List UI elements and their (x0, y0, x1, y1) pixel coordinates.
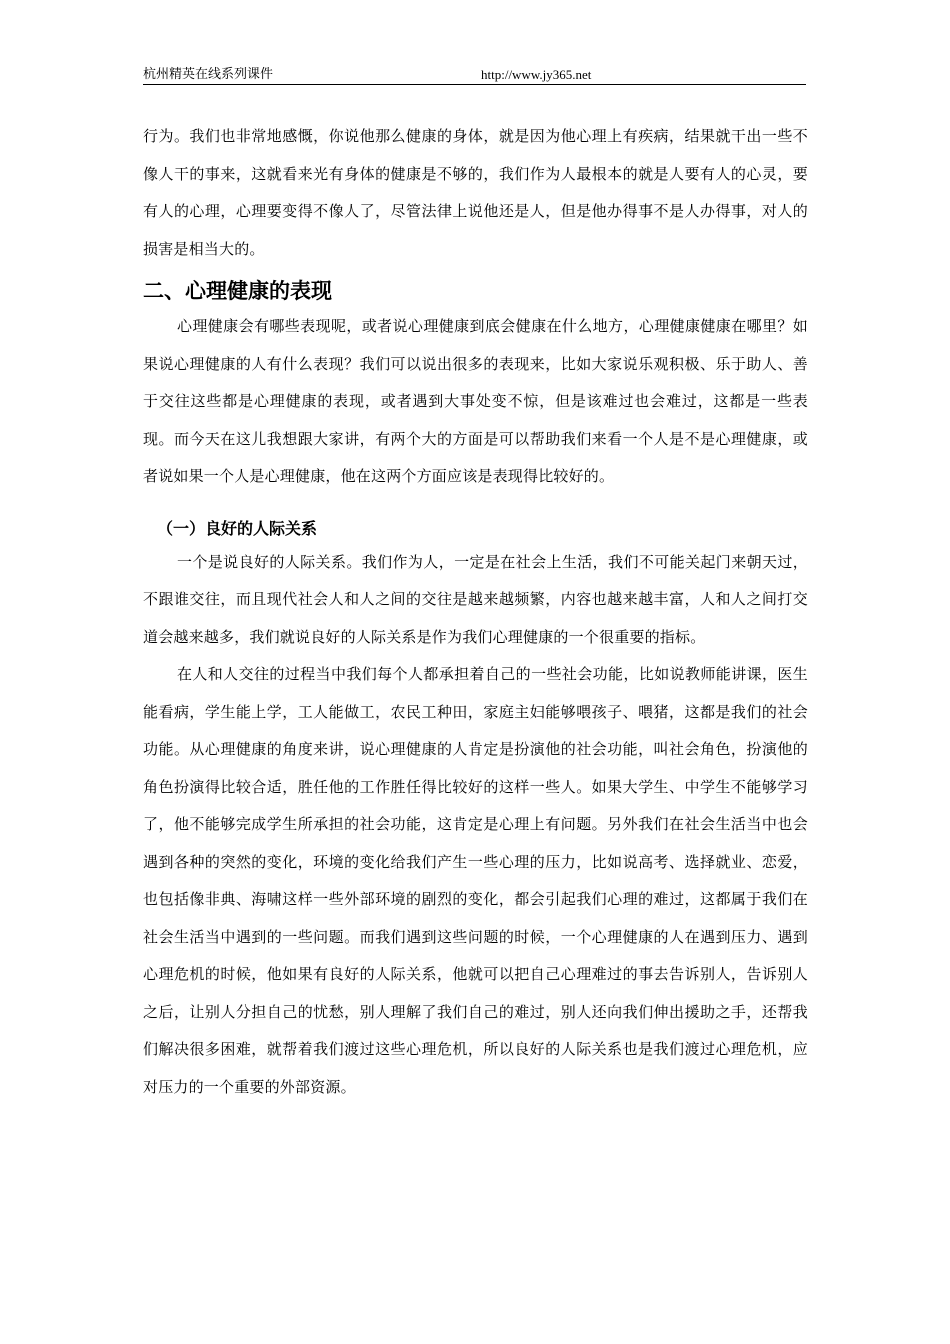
header-course-title: 杭州精英在线系列课件 (143, 67, 274, 82)
document-body (143, 118, 808, 1106)
paragraph-interpersonal-1: 一个是说良好的人际关系。我们作为人，一定是在社会上生活，我们不可能关起门来朝天过，不跟谁交往，而且现代社会人和人之间的交往是越来越频繁，内容也越来越丰富，人和人之间打交道会越来越多，我们就说良好的人际关系是作为我们心理健康的一个很重要的指标。 (143, 552, 808, 646)
page-header (143, 66, 806, 85)
subsection-heading: （一）良好的人际关系 (157, 518, 318, 538)
section-heading: 二、心理健康的表现 (143, 279, 332, 303)
paragraph-continued: 行为。我们也非常地感慨，你说他那么健康的身体，就是因为他心理上有疾病，结果就干出一些不像人干的事来，这就看来光有身体的健康是不够的，我们作为人最根本的就是人要有人的心灵，要有人的心理，心理要变得不像人了，尽管法律上说他还是人，但是他办得事不是人办得事，对人的损害是相当大的。 (143, 127, 808, 258)
paragraph-section-intro: 心理健康会有哪些表现呢，或者说心理健康到底会健康在什么地方，心理健康健康在哪里？如果说心理健康的人有什么表现？我们可以说出很多的表现来，比如大家说乐观积极、乐于助人、善于交往这些都是心理健康的表现，或者遇到大事处变不惊，但是该难过也会难过，这都是一些表现。而今天在这儿我想跟大家讲，有两个大的方面是可以帮助我们来看一个人是不是心理健康，或者说如果一个人是心理健康，他在这两个方面应该是表现得比较好的。 (143, 317, 808, 485)
header-url: http://www.jy365.net (481, 67, 592, 82)
paragraph-interpersonal-2: 在人和人交往的过程当中我们每个人都承担着自己的一些社会功能，比如说教师能讲课，医生能看病，学生能上学，工人能做工，农民工种田，家庭主妇能够喂孩子、喂猪，这都是我们的社会功能。从心理健康的角度来讲，说心理健康的人肯定是扮演他的社会功能，叫社会角色，扮演他的角色扮演得比较合适，胜任他的工作胜任得比较好的这样一些人。如果大学生、中学生不能够学习了，他不能够完成学生所承担的社会功能，这肯定是心理上有问题。另外我们在社会生活当中也会遇到各种的突然的变化，环境的变化给我们产生一些心理的压力，比如说高考、选择就业、恋爱，也包括像非典、海啸这样一些外部环境的剧烈的变化，都会引起我们心理的难过，这都属于我们在社会生活当中遇到的一些问题。而我们遇到这些问题的时候，一个心理健康的人在遇到压力、遇到心理危机的时候，他如果有良好的人际关系，他就可以把自己心理难过的事去告诉别人，告诉别人之后，让别人分担自己的忧愁，别人理解了我们自己的难过，别人还向我们伸出援助之手，还帮我们解决很多困难，就帮着我们渡过这些心理危机，所以良好的人际关系也是我们渡过心理危机，应对压力的一个重要的外部资源。 (143, 665, 808, 1096)
